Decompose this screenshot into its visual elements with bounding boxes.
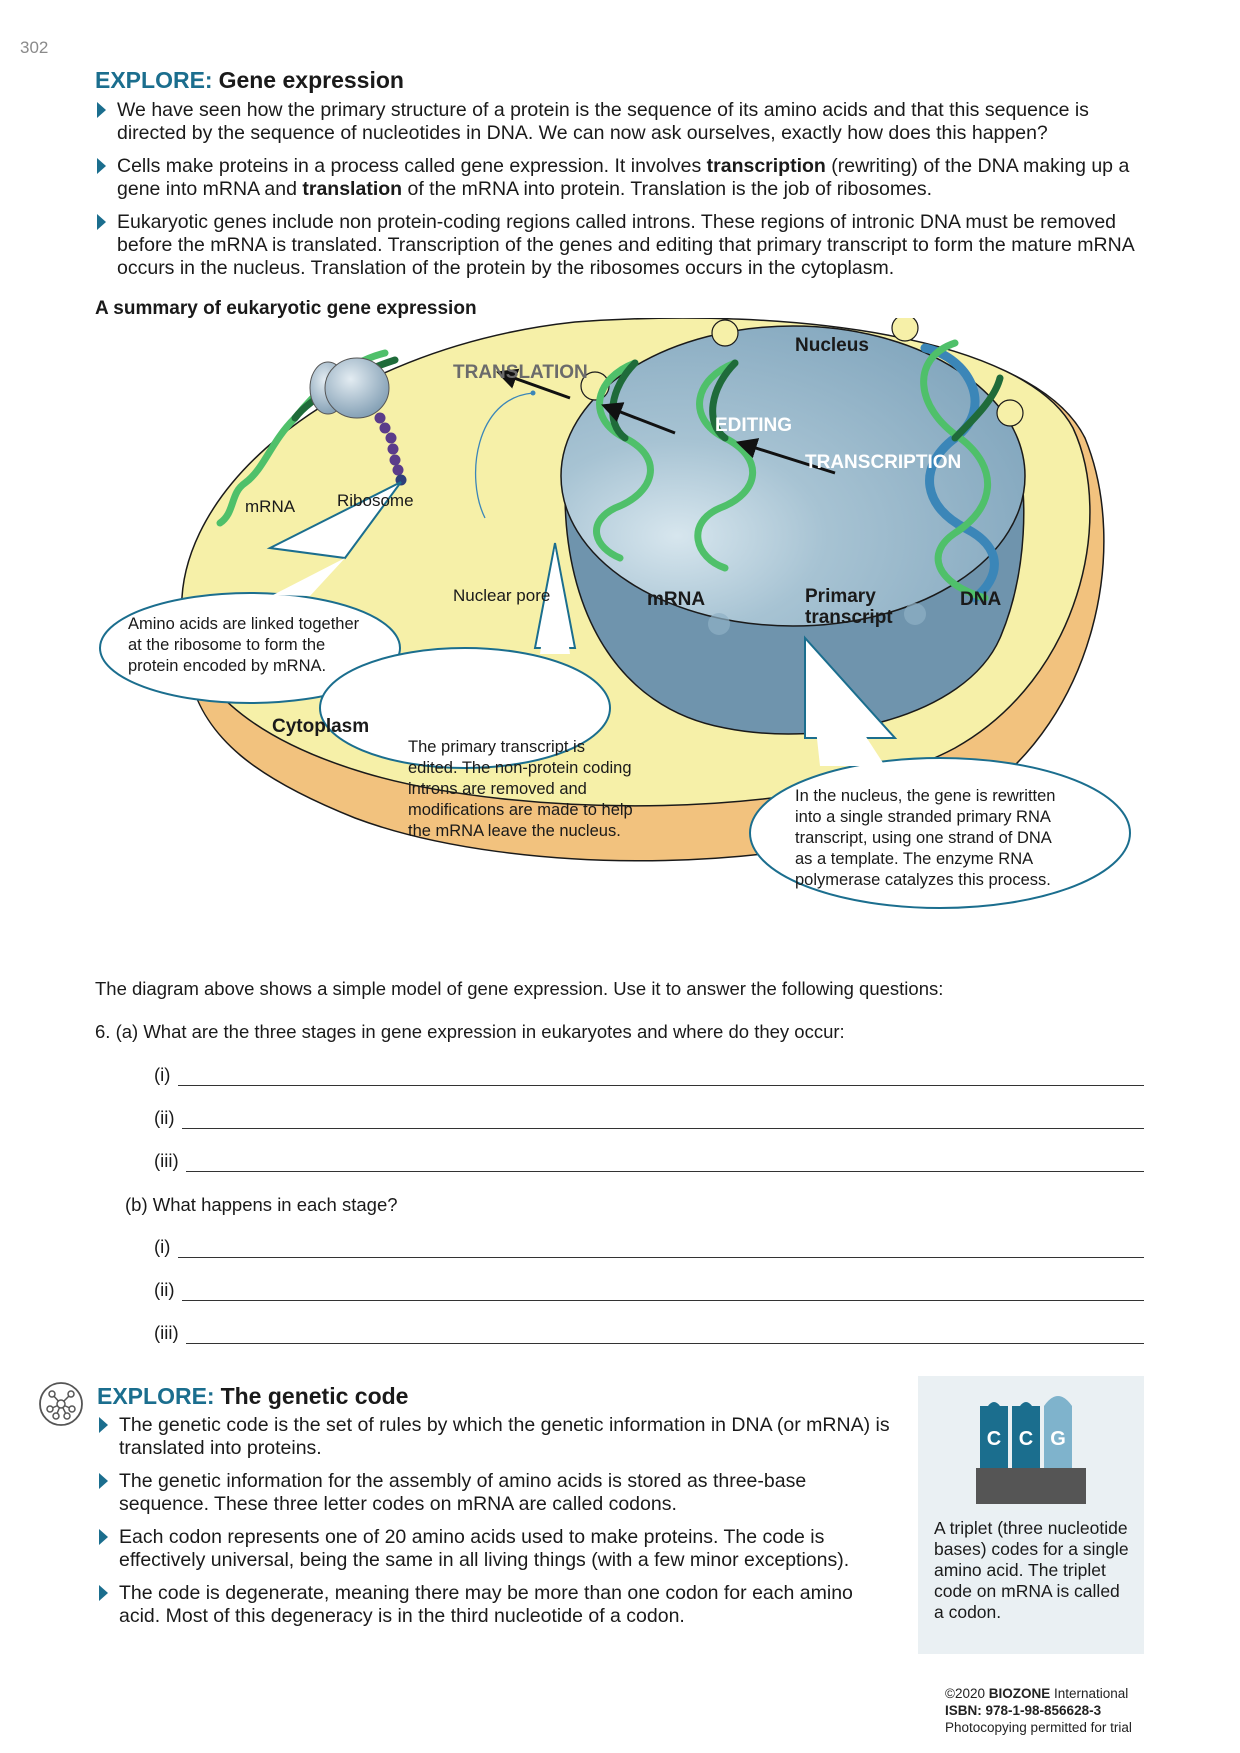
bold-term: translation bbox=[302, 178, 403, 200]
bold-term: transcription bbox=[706, 155, 826, 177]
triplet-graphic bbox=[918, 1376, 1144, 1516]
bullet-arrow-icon bbox=[99, 1529, 108, 1545]
explore-keyword: EXPLORE: bbox=[97, 1383, 215, 1409]
explore-keyword: EXPLORE: bbox=[95, 67, 213, 93]
label-nuclear-pore: Nuclear pore bbox=[453, 586, 551, 605]
answer-line-6b-ii[interactable] bbox=[154, 1279, 1144, 1303]
label-transcription: TRANSCRIPTION bbox=[805, 452, 962, 473]
callout-transcribe-line: transcript, using one strand of DNA bbox=[795, 829, 1051, 847]
answer-underline[interactable] bbox=[178, 1257, 1144, 1258]
bullet-item bbox=[95, 99, 1135, 145]
callout-transcribe-line: as a template. The enzyme RNA bbox=[795, 850, 1033, 868]
bullet-text: The code is degenerate, meaning there may be more than one codon for each amino acid. Most of this degeneracy is in the third nucleotide of a codon. bbox=[119, 1582, 853, 1627]
ribosome bbox=[310, 358, 389, 418]
triplet-info-box bbox=[918, 1376, 1144, 1654]
answer-underline[interactable] bbox=[186, 1343, 1144, 1344]
section-title-text: The genetic code bbox=[220, 1383, 409, 1409]
gene-expression-diagram bbox=[95, 318, 1145, 918]
callout-edit-line: The primary transcript is bbox=[408, 738, 585, 756]
section-title-genetic-code bbox=[97, 1383, 408, 1410]
bullet-arrow-icon bbox=[99, 1585, 108, 1601]
label-primary-transcript-line: transcript bbox=[805, 607, 893, 628]
question-6b: (b) What happens in each stage? bbox=[125, 1194, 398, 1215]
genetic-code-bullets bbox=[97, 1414, 897, 1638]
label-ribosome: Ribosome bbox=[337, 491, 414, 510]
bullet-arrow-icon bbox=[97, 102, 106, 118]
callout-edit-line: introns are removed and bbox=[408, 780, 587, 798]
base-letter: C bbox=[986, 1428, 1002, 1450]
footer bbox=[945, 1685, 1132, 1736]
answer-underline[interactable] bbox=[186, 1171, 1144, 1172]
label-mrna-nucleus: mRNA bbox=[647, 589, 706, 610]
answer-line-6b-iii[interactable] bbox=[154, 1322, 1144, 1346]
bullet-item bbox=[97, 1414, 897, 1460]
section-title-gene-expression bbox=[95, 67, 404, 94]
answer-label: (i) bbox=[154, 1236, 171, 1257]
label-cytoplasm: Cytoplasm bbox=[272, 716, 370, 737]
answer-line-6a-ii[interactable] bbox=[154, 1107, 1144, 1131]
label-editing: EDITING bbox=[715, 415, 793, 436]
callout-edit-line: edited. The non-protein coding bbox=[408, 759, 632, 777]
page-number: 302 bbox=[20, 38, 49, 57]
answer-label: (iii) bbox=[154, 1322, 179, 1343]
molecule-network-icon bbox=[38, 1381, 84, 1427]
callout-transcribe-line: In the nucleus, the gene is rewritten bbox=[795, 787, 1056, 805]
base-letter: G bbox=[1050, 1428, 1066, 1450]
callout-amino-line: at the ribosome to form the bbox=[128, 636, 326, 654]
answer-label: (ii) bbox=[154, 1279, 175, 1300]
bullet-text: Cells make proteins in a process called gene expression. It involves bbox=[117, 155, 707, 177]
isbn: ISBN: 978-1-98-856628-3 bbox=[945, 1703, 1102, 1718]
questions-intro: The diagram above shows a simple model of gene expression. Use it to answer the following questions: bbox=[95, 978, 944, 999]
gene-expression-bullets bbox=[95, 99, 1135, 290]
copyright-line bbox=[945, 1685, 1132, 1702]
bullet-item bbox=[95, 155, 1135, 201]
bullet-arrow-icon bbox=[99, 1417, 108, 1433]
label-primary-transcript-line: Primary bbox=[805, 586, 876, 607]
nuclear-pore-dot bbox=[531, 391, 536, 396]
label-nucleus: Nucleus bbox=[795, 335, 869, 356]
bullet-text: (rewriting) of the DNA making up a gene into mRNA and bbox=[117, 155, 1130, 200]
base-letter: C bbox=[1018, 1428, 1034, 1450]
bullet-text: of the mRNA into protein. Translation is the job of ribosomes. bbox=[402, 178, 933, 200]
bullet-text: We have seen how the primary structure of a protein is the sequence of its amino acids and that this sequence is directed by the sequence of nucleotides in DNA. We can now ask ourselves, exactly how does this happen? bbox=[117, 99, 1089, 144]
answer-underline[interactable] bbox=[178, 1085, 1144, 1086]
callout-transcribe-line: into a single stranded primary RNA bbox=[795, 808, 1050, 826]
bullet-item bbox=[97, 1470, 897, 1516]
bullet-arrow-icon bbox=[99, 1473, 108, 1489]
svg-text:In the nucleus, the gene is re bbox=[795, 787, 1060, 889]
label-dna: DNA bbox=[960, 589, 1002, 610]
answer-label: (ii) bbox=[154, 1107, 175, 1128]
label-translation: TRANSLATION bbox=[453, 362, 588, 383]
callout-transcribe-line: polymerase catalyzes this process. bbox=[795, 871, 1051, 889]
label-primary-transcript bbox=[805, 586, 893, 628]
label-mrna-cytoplasm: mRNA bbox=[245, 497, 296, 516]
bullet-item bbox=[97, 1582, 897, 1628]
answer-line-6a-i[interactable] bbox=[154, 1064, 1144, 1088]
copyright-prefix: ©2020 bbox=[945, 1686, 989, 1701]
section-title-text: Gene expression bbox=[218, 67, 404, 93]
question-6a: 6. (a) What are the three stages in gene expression in eukaryotes and where do they occur: bbox=[95, 1021, 845, 1042]
answer-underline[interactable] bbox=[182, 1300, 1144, 1301]
bullet-arrow-icon bbox=[97, 214, 106, 230]
triplet-caption: A triplet (three nucleotide bases) codes for a single amino acid. The triplet code on mRNA is called a codon. bbox=[934, 1518, 1129, 1622]
answer-line-6b-i[interactable] bbox=[154, 1236, 1144, 1260]
answer-line-6a-iii[interactable] bbox=[154, 1150, 1144, 1174]
bullet-text: Eukaryotic genes include non protein-coding regions called introns. These regions of intronic DNA must be removed before the mRNA is translated. Transcription of the genes and editing that primary transcript to form the mature mRNA occurs in the nucleus. Translation of the protein by the ribosomes occurs in the cytoplasm. bbox=[117, 211, 1134, 279]
bullet-item bbox=[95, 211, 1135, 280]
diagram-heading: A summary of eukaryotic gene expression bbox=[95, 298, 477, 319]
brand-name: BIOZONE bbox=[988, 1686, 1051, 1701]
bullet-text: The genetic code is the set of rules by which the genetic information in DNA (or mRNA) is translated into proteins. bbox=[119, 1414, 890, 1459]
bullet-item bbox=[97, 1526, 897, 1572]
callout-edit-line: the mRNA leave the nucleus. bbox=[408, 822, 621, 840]
callout-edit-line: modifications are made to help bbox=[408, 801, 633, 819]
answer-underline[interactable] bbox=[182, 1128, 1144, 1129]
copyright-suffix: International bbox=[1050, 1686, 1129, 1701]
bullet-text: The genetic information for the assembly of amino acids is stored as three-base sequence. These three letter codes on mRNA are called codons. bbox=[119, 1470, 807, 1515]
bullet-text: Each codon represents one of 20 amino acids used to make proteins. The code is effectively universal, being the same in all living things (with a few minor exceptions). bbox=[119, 1526, 850, 1571]
permission-note: Photocopying permitted for trial bbox=[945, 1720, 1132, 1735]
answer-label: (iii) bbox=[154, 1150, 179, 1171]
answer-label: (i) bbox=[154, 1064, 171, 1085]
bullet-arrow-icon bbox=[97, 158, 106, 174]
callout-amino-line: Amino acids are linked together bbox=[128, 615, 360, 633]
callout-amino-line: protein encoded by mRNA. bbox=[128, 657, 327, 675]
